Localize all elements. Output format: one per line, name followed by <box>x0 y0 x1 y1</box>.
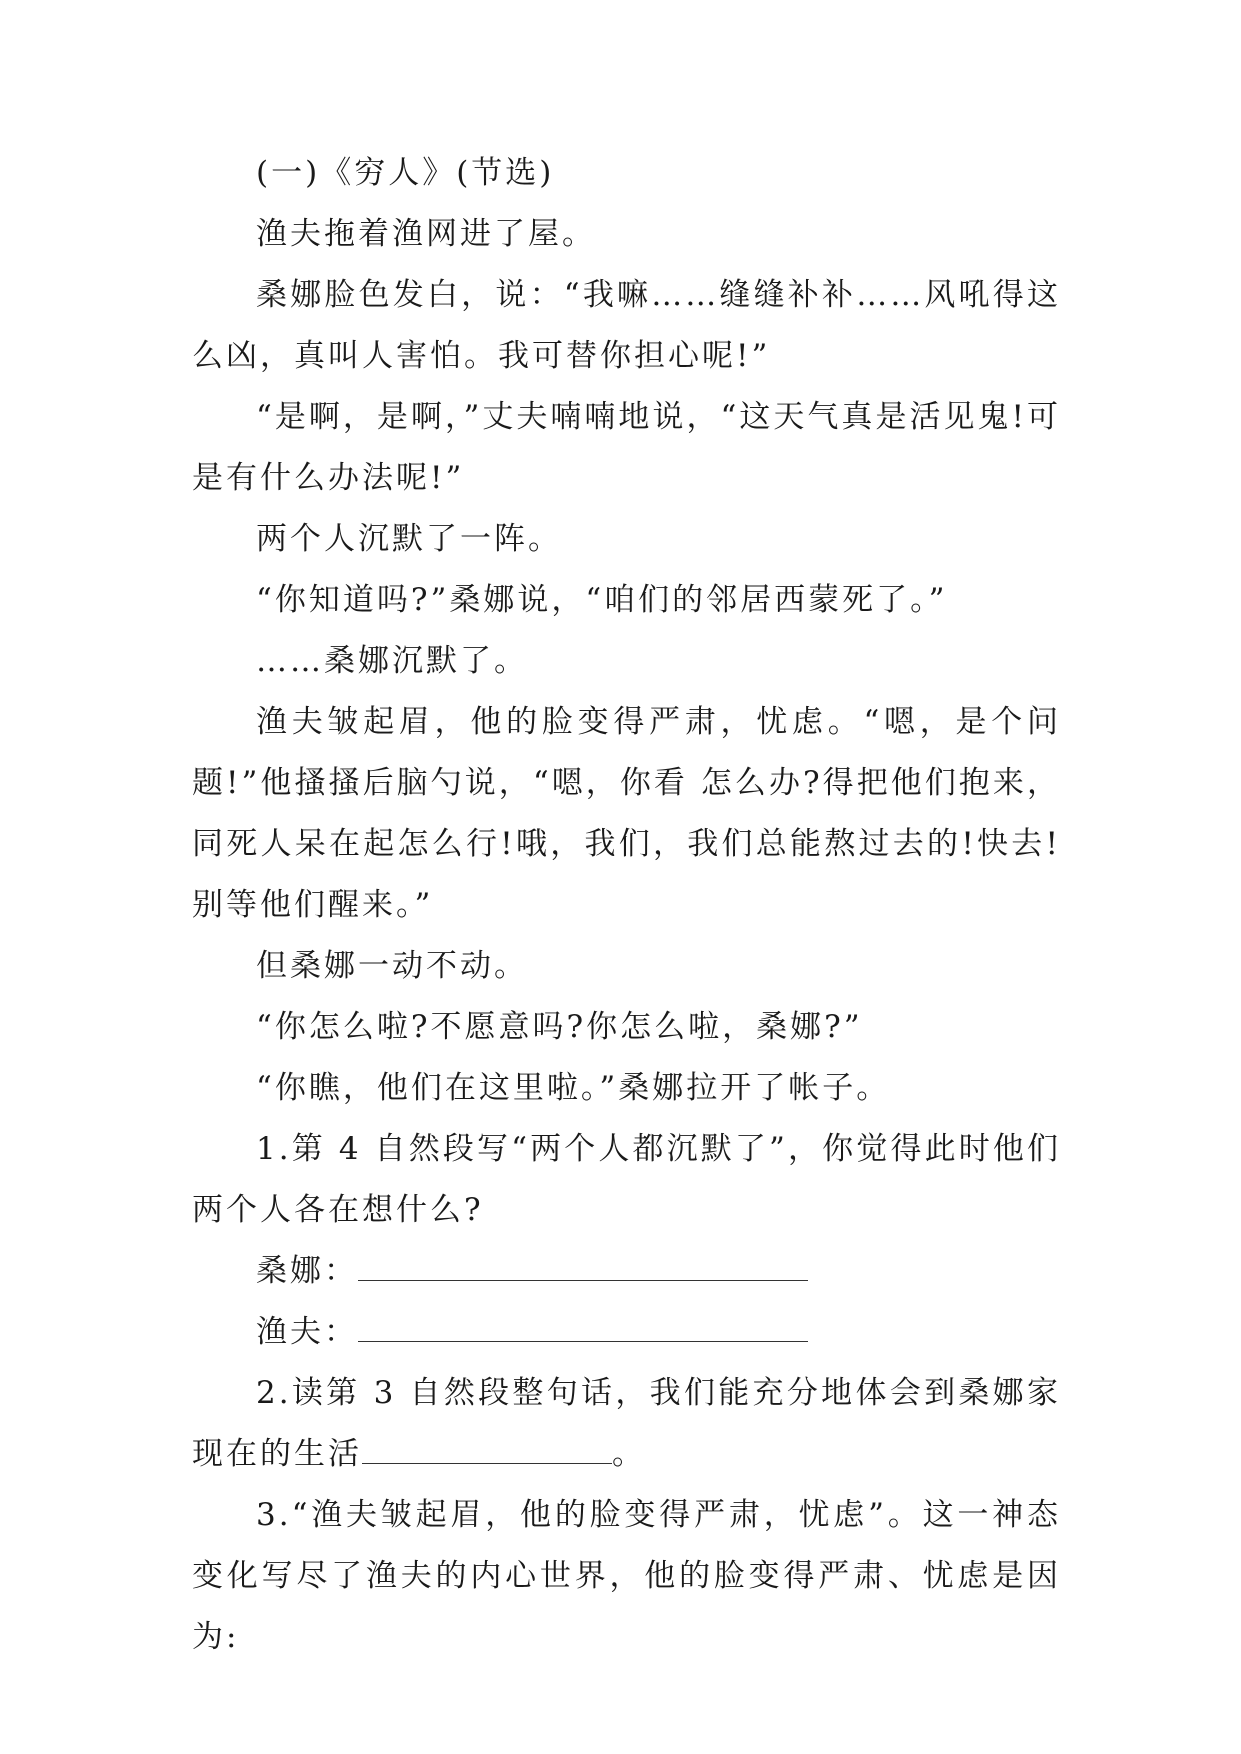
question-3: 3.“渔夫皱起眉，他的脸变得严肃，忧虑”。这一神态变化写尽了渔夫的内心世界，他的脸变得严肃、忧虑是因为: <box>192 1497 1061 1655</box>
answer-blank-sangna[interactable] <box>358 1254 808 1281</box>
paragraph-8: 但桑娜一动不动。 <box>256 948 528 984</box>
paragraph-5: “你知道吗?”桑娜说，“咱们的邻居西蒙死了。” <box>256 582 948 618</box>
paragraph-2: 桑娜脸色发白，说：“我嘛……缝缝补补……风吼得这么凶，真叫人害怕。我可替你担心呢!” <box>192 277 1061 374</box>
question-1: 1.第 4 自然段写“两个人都沉默了”，你觉得此时他们两个人各在想什么? <box>192 1131 1061 1228</box>
paragraph-4: 两个人沉默了一阵。 <box>256 521 562 557</box>
question-2-text: 2.读第 3 自然段整句话，我们能充分地体会到桑娜家现在的生活 <box>192 1375 1061 1472</box>
question-2-suffix: 。 <box>612 1436 646 1472</box>
passage-title: (一)《穷人》(节选) <box>256 155 555 191</box>
question-2 <box>192 1363 1061 1485</box>
paragraph-6: ……桑娜沉默了。 <box>256 643 528 679</box>
question-1-sangna-label: 桑娜： <box>256 1253 358 1289</box>
question-1-fisherman-line <box>192 1302 1061 1363</box>
question-1-sangna-line <box>192 1241 1061 1302</box>
paragraph-1: 渔夫拖着渔网进了屋。 <box>256 216 596 252</box>
paragraph-3: “是啊，是啊，”丈夫喃喃地说，“这天气真是活见鬼!可是有什么办法呢!” <box>192 399 1061 496</box>
paragraph-10: “你瞧，他们在这里啦。”桑娜拉开了帐子。 <box>256 1070 891 1106</box>
answer-blank-q2[interactable] <box>362 1437 612 1464</box>
question-1-fisherman-label: 渔夫： <box>256 1314 358 1350</box>
paragraph-9: “你怎么啦?不愿意吗?你怎么啦，桑娜?” <box>256 1009 863 1045</box>
paragraph-7: 渔夫皱起眉，他的脸变得严肃，忧虑。“嗯，是个问题!”他搔搔后脑勺说，“嗯，你看 怎么办?得把他们抱来，同死人呆在起怎么行!哦，我们，我们总能熬过去的!快去!别等他们醒来。” <box>192 704 1061 923</box>
answer-blank-fisherman[interactable] <box>358 1315 808 1342</box>
